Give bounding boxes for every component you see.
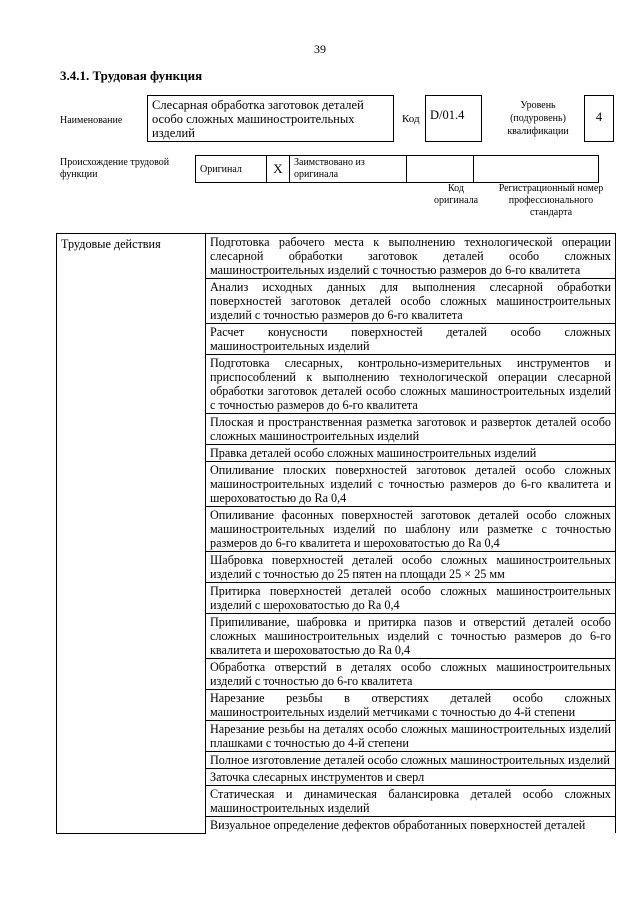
- labor-action-item: Анализ исходных данных для выполнения слесарной обработки поверхностей заготовок деталей особо сложных машиностроительных изделий с точностью размеров до 6-го квалитета: [206, 279, 616, 324]
- origin-table: [195, 155, 599, 183]
- labor-action-item: Расчет конусности поверхностей деталей особо сложных машиностроительных изделий: [206, 324, 616, 355]
- registration-number-cell: [474, 156, 599, 183]
- labor-action-item: Заточка слесарных инструментов и сверл: [206, 769, 616, 786]
- table-row: [57, 234, 616, 279]
- labor-action-item: Плоская и пространственная разметка заготовок и разверток деталей особо сложных машиностроительных изделий: [206, 414, 616, 445]
- page-number: 39: [314, 42, 326, 56]
- labor-action-item: Опиливание плоских поверхностей заготовок деталей особо сложных машиностроительных изделий с точностью размеров до 6-го квалитета и шероховатостью до Ra 0,4: [206, 462, 616, 507]
- labor-action-item: Припиливание, шабровка и притирка пазов и отверстий деталей особо сложных машиностроительных изделий с точностью размеров до 6-го квалитета и шероховатостью до Ra 0,4: [206, 614, 616, 659]
- registration-number-caption: Регистрационный номер профессионального стандарта: [498, 183, 604, 218]
- labor-actions-table: [56, 233, 616, 834]
- original-label: Оригинал: [196, 156, 267, 183]
- labor-action-item: Подготовка слесарных, контрольно-измерительных инструментов и приспособлений к выполнению технологической операции слесарной обработки заготовок деталей особо сложных машиностроительных изделий с точностью размеров до 6-го квалитета: [206, 355, 616, 414]
- function-code-box: D/01.4: [425, 95, 482, 142]
- borrowed-label: Заимствовано из оригинала: [290, 156, 407, 183]
- labor-action-item: Нарезание резьбы на деталях особо сложных машиностроительных изделий плашками с точностью до 4-й степени: [206, 721, 616, 752]
- section-title: 3.4.1. Трудовая функция: [60, 68, 203, 83]
- original-code-cell: [407, 156, 474, 183]
- labor-action-item: Визуальное определение дефектов обработанных поверхностей деталей: [206, 817, 616, 834]
- labor-action-item: Статическая и динамическая балансировка деталей особо сложных машиностроительных изделий: [206, 786, 616, 817]
- function-name-box: Слесарная обработка заготовок деталей особо сложных машиностроительных изделий: [147, 95, 394, 142]
- labor-action-item: Подготовка рабочего места к выполнению технологической операции слесарной обработки заготовок деталей особо сложных машиностроительных изделий с точностью размеров до 6-го квалитета: [206, 234, 616, 279]
- original-code-caption: Код оригинала: [433, 183, 479, 206]
- labor-action-item: Нарезание резьбы в отверстиях деталей особо сложных машиностроительных изделий метчиками с точностью до 4-й степени: [206, 690, 616, 721]
- code-label: Код: [402, 113, 420, 125]
- original-mark: X: [267, 156, 290, 183]
- qualification-level-box: 4: [584, 95, 614, 142]
- labor-action-item: Притирка поверхностей деталей особо сложных машиностроительных изделий с шероховатостью до Ra 0,4: [206, 583, 616, 614]
- labor-action-item: Опиливание фасонных поверхностей заготовок деталей особо сложных машиностроительных изделий по шаблону или разметке с точностью размеров до 6-го квалитета и шероховатостью до Ra 0,4: [206, 507, 616, 552]
- labor-action-item: Правка деталей особо сложных машиностроительных изделий: [206, 445, 616, 462]
- labor-action-item: Шабровка поверхностей деталей особо сложных машиностроительных изделий с точностью до 25 пятен на площади 25 × 25 мм: [206, 552, 616, 583]
- qualification-level-label: Уровень (подуровень) квалификации: [507, 100, 569, 137]
- labor-action-item: Обработка отверстий в деталях особо сложных машиностроительных изделий с точностью до 6-го квалитета: [206, 659, 616, 690]
- name-label: Наименование: [60, 115, 123, 126]
- labor-action-item: Полное изготовление деталей особо сложных машиностроительных изделий: [206, 752, 616, 769]
- origin-label: Происхождение трудовой функции: [60, 157, 170, 180]
- labor-actions-label: Трудовые действия: [57, 234, 206, 834]
